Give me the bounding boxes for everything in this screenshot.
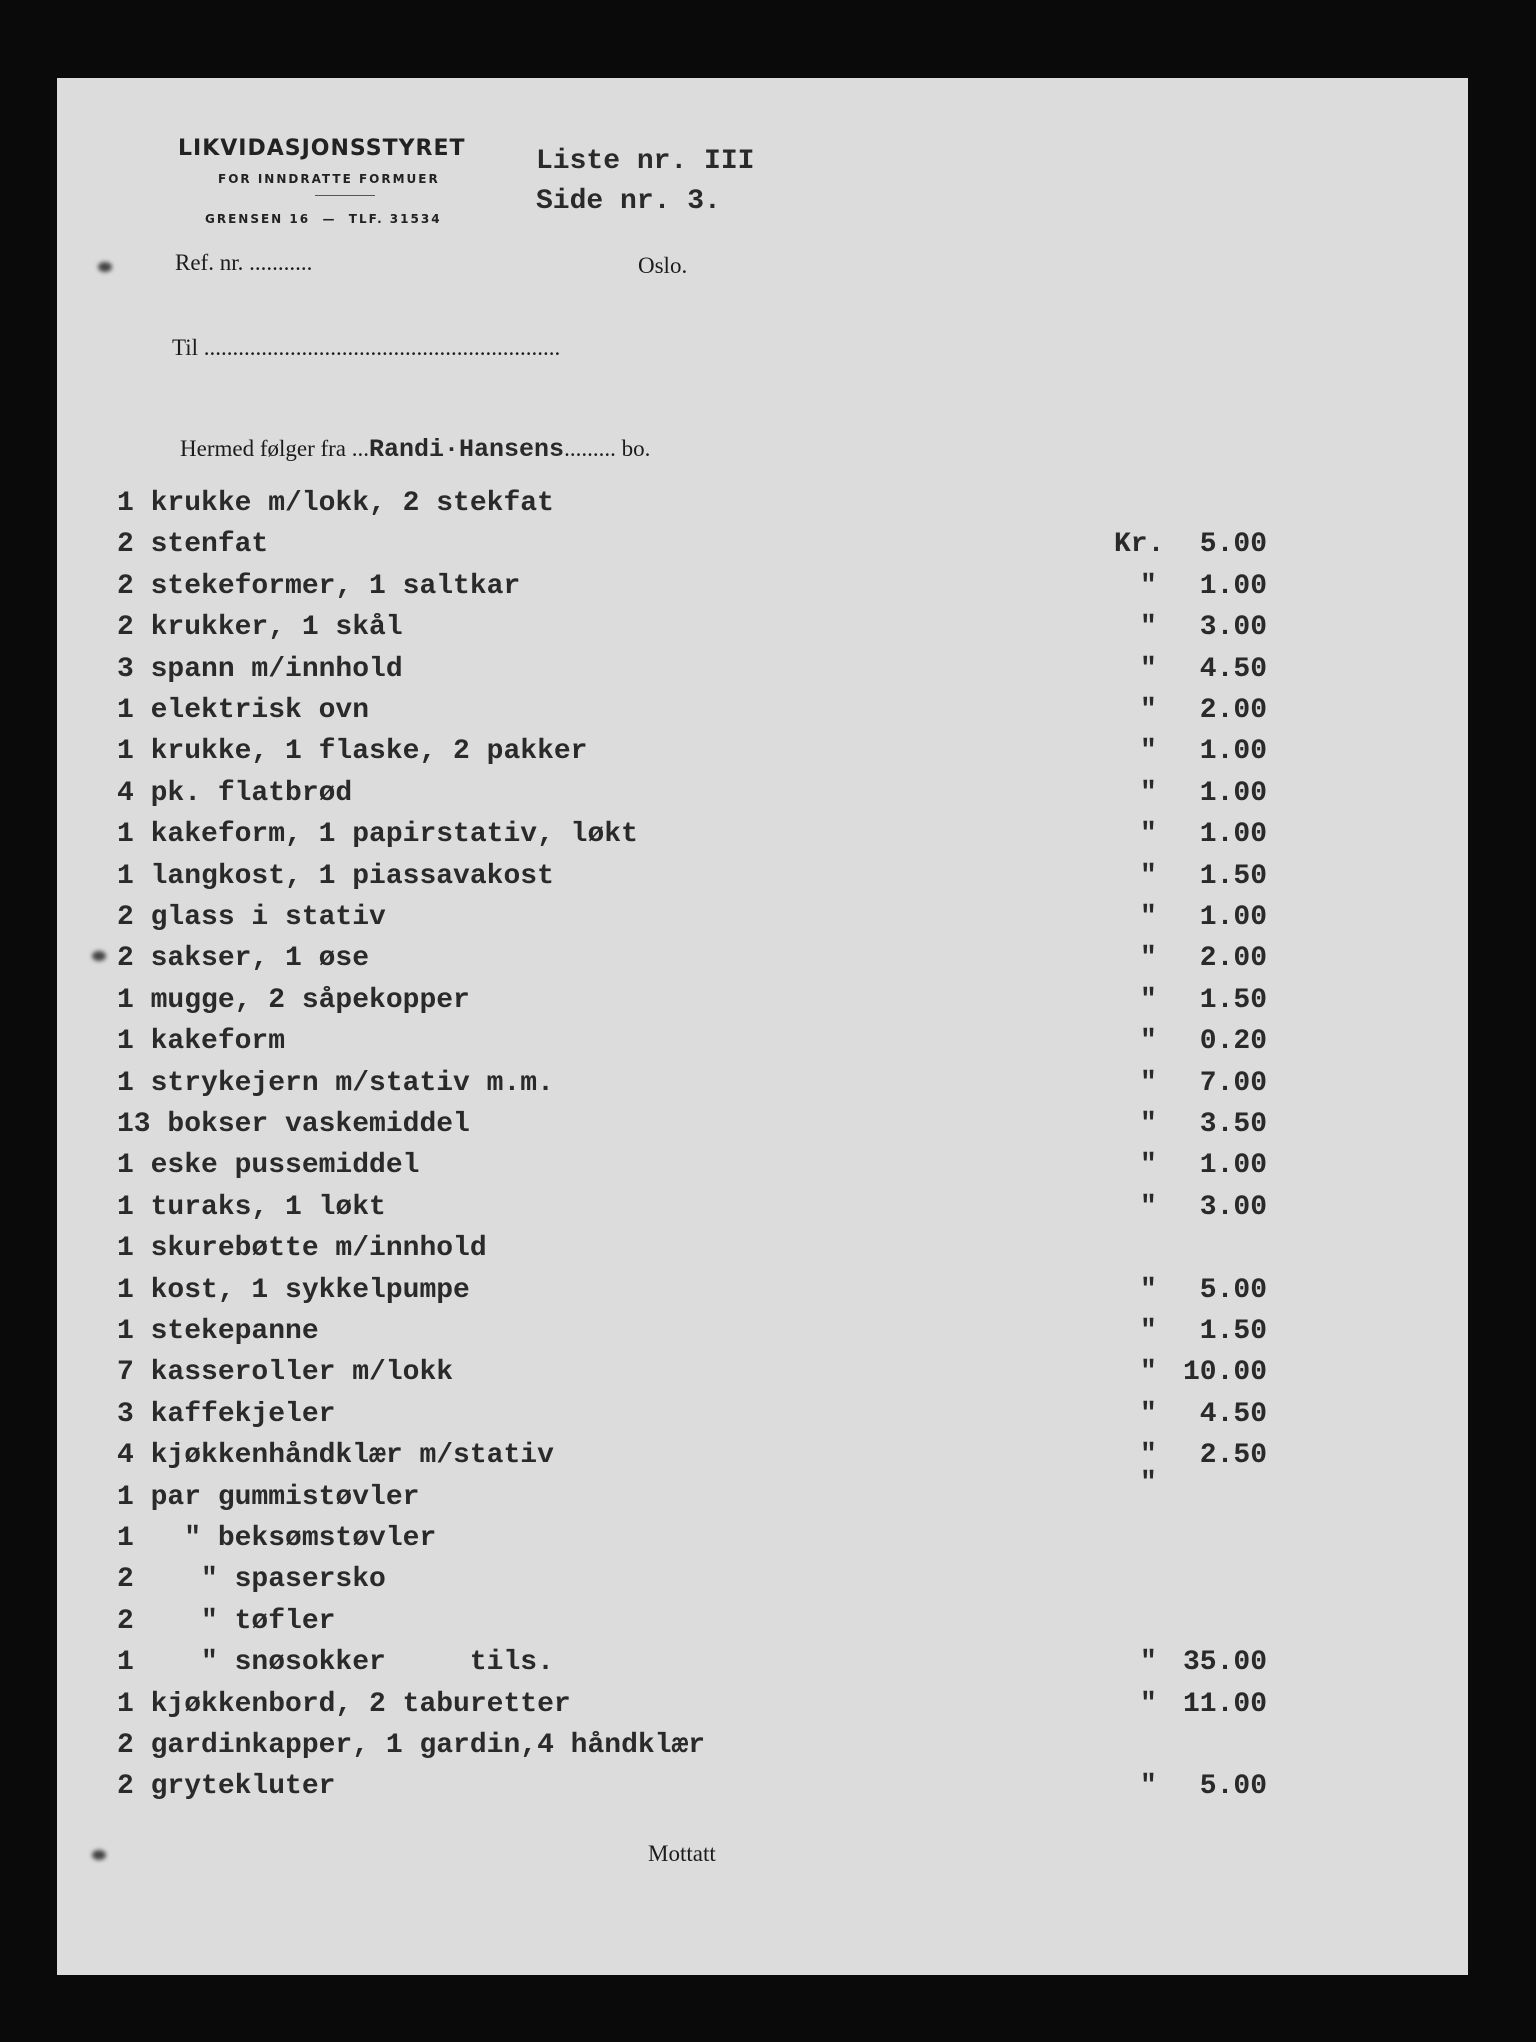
item-description: 2 krukker, 1 skål — [117, 612, 403, 644]
list-item — [117, 1523, 1267, 1559]
list-item — [117, 1440, 1267, 1476]
ditto-mark: " — [1140, 1109, 1157, 1140]
list-item — [117, 861, 1267, 897]
item-description: 2 " tøfler — [117, 1605, 336, 1637]
ditto-mark: " — [1140, 860, 1157, 892]
item-description: 4 kjøkkenhåndklær m/stativ — [117, 1440, 554, 1472]
ditto-mark: " — [1140, 1191, 1157, 1223]
item-description: 1 skurebøtte m/innhold — [117, 1233, 487, 1265]
item-description: 1 langkost, 1 piassavakost — [117, 860, 554, 892]
ditto-mark: " — [1140, 1067, 1157, 1099]
list-item — [117, 902, 1267, 938]
list-item — [117, 1109, 1267, 1145]
list-item — [117, 1606, 1267, 1642]
list-item — [117, 985, 1267, 1021]
from-line — [172, 416, 650, 466]
item-amount: 5.00 — [1199, 529, 1267, 561]
currency-label: Kr. — [1114, 529, 1165, 561]
list-item — [117, 1026, 1267, 1062]
item-description: 1 krukke, 1 flaske, 2 pakker — [117, 736, 588, 768]
item-description: 1 " beksømstøvler — [117, 1523, 437, 1554]
item-description: 2 stekeformer, 1 saltkar — [117, 570, 521, 602]
list-item — [117, 612, 1267, 648]
ditto-mark: " — [1140, 777, 1157, 809]
item-description: 1 " snøsokker tils. — [117, 1647, 554, 1679]
ditto-mark: " — [1140, 570, 1157, 602]
item-description: 2 stenfat — [117, 529, 269, 561]
ditto-mark: " — [1140, 1316, 1157, 1347]
ditto-mark: " — [1140, 1357, 1157, 1389]
list-item — [117, 1068, 1267, 1104]
from-name: Randi·Hansens — [369, 435, 565, 464]
received-label: Mottatt — [648, 1841, 716, 1866]
list-item — [117, 1647, 1267, 1683]
item-description: 1 turaks, 1 løkt — [117, 1191, 386, 1223]
item-description: 1 eske pussemiddel — [117, 1150, 420, 1182]
ditto-mark: " — [1140, 1398, 1157, 1430]
item-description: 1 kakeform, 1 papirstativ, løkt — [117, 819, 638, 851]
ditto-mark: " — [1140, 1467, 1157, 1499]
ditto-mark: " — [1140, 984, 1157, 1016]
item-amount: 1.50 — [1199, 984, 1267, 1016]
item-amount: 3.50 — [1199, 1109, 1267, 1140]
punch-hole-mark — [92, 1850, 106, 1860]
list-item — [117, 943, 1267, 979]
item-description: 2 gardinkapper, 1 gardin,4 håndklær — [117, 1730, 706, 1761]
item-amount: 1.00 — [1199, 777, 1267, 809]
list-item — [117, 1233, 1267, 1269]
item-description: 2 sakser, 1 øse — [117, 943, 370, 975]
item-amount: 4.50 — [1199, 653, 1267, 685]
list-item — [117, 1467, 1267, 1518]
item-amount: 5.00 — [1199, 1771, 1267, 1803]
item-amount: 1.00 — [1199, 819, 1267, 851]
list-item — [117, 1689, 1267, 1725]
list-number: Liste nr. III — [536, 146, 755, 177]
list-item — [117, 529, 1267, 565]
item-description: 13 bokser vaskemiddel — [117, 1109, 470, 1140]
item-amount: 5.00 — [1199, 1274, 1267, 1306]
letterhead-subtitle: FOR INNDRATTE FORMUER — [218, 172, 440, 186]
item-amount: 3.00 — [1199, 1191, 1267, 1223]
page-number: Side nr. 3. — [536, 186, 721, 217]
item-amount: 35.00 — [1182, 1647, 1267, 1679]
ditto-mark: " — [1140, 1647, 1157, 1679]
item-description: 1 kjøkkenbord, 2 taburetter — [117, 1688, 571, 1720]
item-description: 1 kost, 1 sykkelpumpe — [117, 1274, 470, 1306]
ditto-mark: " — [1140, 1771, 1157, 1803]
item-description: 1 mugge, 2 såpekopper — [117, 984, 470, 1016]
ditto-mark: " — [1140, 653, 1157, 685]
item-description: 2 grytekluter — [117, 1771, 336, 1803]
list-item — [117, 1730, 1267, 1766]
letterhead-org: LIKVIDASJONSSTYRET — [178, 136, 466, 161]
item-description: 2 " spasersko — [117, 1564, 386, 1596]
item-amount: 11.00 — [1182, 1688, 1267, 1720]
list-item — [117, 654, 1267, 690]
item-description: 1 strykejern m/stativ m.m. — [117, 1067, 554, 1099]
item-description: 4 pk. flatbrød — [117, 777, 353, 809]
item-amount: 1.50 — [1199, 860, 1267, 892]
item-amount: 0.20 — [1199, 1026, 1267, 1058]
city: Oslo. — [638, 253, 688, 278]
item-amount: 10.00 — [1182, 1357, 1267, 1389]
ref-number-field: Ref. nr. ........... — [175, 250, 313, 275]
ditto-mark: " — [1140, 819, 1157, 851]
from-suffix: ......... bo. — [564, 436, 651, 461]
item-amount: 1.00 — [1199, 570, 1267, 602]
ditto-mark: " — [1140, 1440, 1157, 1472]
letterhead-address: GRENSEN 16 — TLF. 31534 — [205, 212, 442, 226]
list-item — [117, 1771, 1267, 1807]
item-amount: 2.00 — [1199, 943, 1267, 975]
item-description: 3 kaffekjeler — [117, 1398, 336, 1430]
item-amount: 2.50 — [1199, 1440, 1267, 1472]
from-prefix: Hermed følger fra ... — [180, 436, 370, 461]
item-amount: 2.00 — [1199, 695, 1267, 726]
punch-hole-mark — [98, 262, 112, 272]
list-item — [117, 1357, 1267, 1393]
list-item — [117, 819, 1267, 855]
item-amount: 3.00 — [1199, 612, 1267, 644]
list-item — [117, 1316, 1267, 1352]
item-amount: 1.00 — [1199, 902, 1267, 933]
item-description: 7 kasseroller m/lokk — [117, 1357, 454, 1389]
letterhead-divider — [315, 195, 375, 196]
item-description: 1 par gummistøvler — [117, 1481, 420, 1513]
list-item — [117, 695, 1267, 731]
list-item — [117, 488, 1267, 524]
item-description: 3 spann m/innhold — [117, 653, 403, 685]
punch-hole-mark — [92, 951, 106, 961]
item-description: 2 glass i stativ — [117, 902, 386, 933]
item-amount: 7.00 — [1199, 1067, 1267, 1099]
ditto-mark: " — [1140, 736, 1157, 768]
list-item — [117, 1150, 1267, 1186]
ditto-mark: " — [1140, 1274, 1157, 1306]
ditto-mark: " — [1140, 1688, 1157, 1720]
ditto-mark: " — [1140, 612, 1157, 644]
item-description: 1 stekepanne — [117, 1316, 319, 1347]
item-description: 1 krukke m/lokk, 2 stekfat — [117, 488, 554, 519]
to-field: Til .............................................................. — [172, 335, 561, 360]
ditto-mark: " — [1140, 1150, 1157, 1182]
list-item — [117, 571, 1267, 607]
list-item — [117, 778, 1267, 814]
list-item — [117, 1275, 1267, 1311]
item-amount: 1.00 — [1199, 1150, 1267, 1182]
ditto-mark: " — [1140, 1026, 1157, 1058]
item-amount: 1.50 — [1199, 1316, 1267, 1347]
ditto-mark: " — [1140, 695, 1157, 726]
ditto-mark: " — [1140, 902, 1157, 933]
ditto-mark: " — [1140, 943, 1157, 975]
list-item — [117, 1192, 1267, 1228]
item-amount: 4.50 — [1199, 1398, 1267, 1430]
item-description: 1 kakeform — [117, 1026, 286, 1058]
item-description: 1 elektrisk ovn — [117, 695, 370, 726]
item-amount: 1.00 — [1199, 736, 1267, 768]
list-item — [117, 1399, 1267, 1435]
list-item — [117, 1564, 1267, 1600]
list-item — [117, 736, 1267, 772]
